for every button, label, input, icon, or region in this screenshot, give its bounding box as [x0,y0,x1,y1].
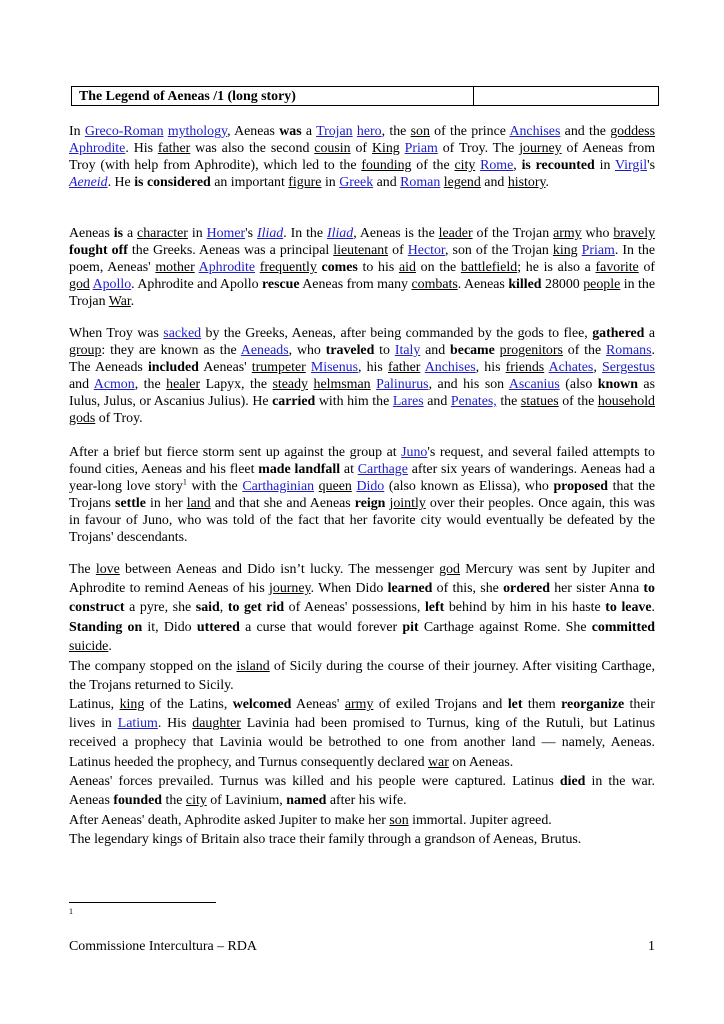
link-mythology[interactable]: mythology [167,124,228,139]
underlined-word: battlefield [460,260,518,275]
bold-text: founded [113,793,162,809]
text: and that she and Aeneas [210,496,355,511]
underlined-word: army [344,697,374,712]
bold-text: reorganize [561,697,625,712]
underlined-word: city [185,793,207,809]
bold-text: is recounted [521,158,595,173]
underlined-word: war [428,754,449,770]
paragraph-britain [69,830,655,849]
underlined-word: son [389,813,409,828]
underlined-word: founding [361,158,412,173]
text: . [130,294,135,309]
link-apollo[interactable]: Apollo [92,277,132,292]
text: a [301,124,317,139]
text: , his [475,360,506,375]
paragraph-sicily [69,657,655,695]
text: Aeneas [69,226,114,241]
underlined-word: son [410,124,430,139]
bold-text: committed [591,619,656,635]
text: who [581,226,614,241]
text: and the [560,124,611,139]
text: of the [558,394,598,409]
bold-text: reign [354,496,386,511]
link-penates[interactable]: Penates, [450,394,497,409]
text: . When Dido [310,581,388,597]
link-anchises[interactable]: Anchises [424,360,476,375]
text: behind by him in his haste [444,600,606,616]
link-palinurus[interactable]: Palinurus [376,377,429,392]
text: , son of the Trojan [445,243,553,258]
link-ascanius[interactable]: Ascanius [508,377,560,392]
underlined-word: friends [505,360,545,375]
text: of Aeneas' possessions, [284,600,425,616]
paragraph-latinus [69,695,655,772]
text: 28000 [541,277,584,292]
underlined-word: War [108,294,131,309]
text: 's request, and several failed attempts to found cities, Aeneas and his fleet [69,445,655,477]
text: of Aeneas from Troy (with help from Aphrodite), which led to the [69,141,655,173]
bold-text: rescue [262,277,300,292]
paragraph-intro [69,123,655,191]
underlined-word: bravely [613,226,656,241]
text: of Lavinium, [206,793,287,809]
text: When Troy was [69,326,164,341]
link-latium[interactable]: Latium [117,716,158,732]
bold-text: comes [321,260,358,275]
underlined-word: favorite [595,260,639,275]
footnote-separator [69,902,216,903]
text: a [644,326,655,341]
underlined-word: statues [520,394,559,409]
paragraph-carthage [69,444,655,546]
underlined-word: king [552,243,578,258]
text: 's [647,158,655,173]
link-hector[interactable]: Hector [407,243,446,258]
underlined-word: father [387,360,421,375]
bold-text: to leave [605,600,652,616]
bold-text: to get rid [227,600,285,616]
bold-text: fought off [69,243,128,258]
underlined-word: group [69,343,102,358]
text: of [350,141,372,156]
text: . [545,175,550,190]
link-aphrodite[interactable]: Aphrodite [198,260,255,275]
text: to his [357,260,399,275]
text: of Troy. The [437,141,520,156]
underlined-word: city [454,158,476,173]
link-lares[interactable]: Lares [392,394,424,409]
link-virgil[interactable]: Virgil [614,158,648,173]
text: Carthage against Rome. She [418,619,592,635]
link-juno[interactable]: Juno [401,445,428,460]
text: them [522,697,562,712]
text: on the [415,260,461,275]
underlined-word: lieutenant [333,243,389,258]
text: over their peoples. Once again, this was in favour of Juno, who was told of the fact that her favorite city would eventually be defeated by the Trojans' descendants. [69,496,655,545]
bold-text: died [559,774,586,789]
text: , [593,360,602,375]
bold-text: made landfall [258,462,341,477]
text: Aeneas' [198,360,252,375]
text: to [374,343,395,358]
text: , [219,600,228,616]
bold-text: traveled [325,343,375,358]
text: . [108,638,112,654]
link-trojan[interactable]: Trojan [316,124,353,139]
link-aeneads[interactable]: Aeneads [240,343,289,358]
bold-text: known [597,377,638,392]
footnote-marker[interactable]: 1 [182,477,187,487]
link-priam[interactable]: Priam [404,141,438,156]
page-number: 1 [648,939,655,954]
text: between Aeneas and Dido isn’t lucky. The messenger [119,562,440,577]
paragraph-dido [69,560,655,656]
text: of the [411,158,455,173]
underlined-word: land [186,496,211,511]
paragraph-lavinium [69,772,655,810]
link-aeneid[interactable]: Aeneid [69,175,108,190]
link-iliad[interactable]: Iliad [326,226,354,241]
text: . Aphrodite and Apollo [131,277,262,292]
underlined-word: frequently [259,260,317,275]
link-greek[interactable]: Greek [339,175,374,190]
underlined-word: leader [438,226,473,241]
link-sergestus[interactable]: Sergestus [601,360,655,375]
link-aphrodite[interactable]: Aphrodite [69,141,126,156]
text: and [420,343,451,358]
text: . In the poem, Aeneas' [69,243,655,275]
bold-text: to construct [69,581,655,616]
link-carthaginian[interactable]: Carthaginian [242,479,315,494]
link-hero[interactable]: hero [356,124,382,139]
footer-label: Commissione Intercultura – RDA [69,939,257,954]
text: and [69,377,94,392]
bold-text: left [424,600,445,616]
text: her sister Anna [549,581,644,597]
text: with the [186,479,243,494]
text: the [496,394,521,409]
underlined-word: aid [398,260,416,275]
title-table [71,86,659,106]
underlined-word: helmsman [313,377,371,392]
text: in [321,175,340,190]
text: The legendary kings of Britain also trace their family through a grandson of Aeneas, Brutus. [69,832,582,847]
text: the Greeks. Aeneas was a principal [127,243,334,258]
paragraph-aeneads [69,325,655,427]
text: . Aeneas [457,277,509,292]
bold-text: included [147,360,199,375]
bold-text: is [113,226,124,241]
link-misenus[interactable]: Misenus [310,360,358,375]
bold-text: said [195,600,220,616]
text: Aeneas' [291,697,345,712]
text: , the [134,377,167,392]
text: . His [125,141,158,156]
text: . The Aeneads [69,343,656,375]
text: Lapyx, the [200,377,273,392]
text: , Aeneas [227,124,280,139]
text: that the Trojans [69,479,655,511]
underlined-word: jointly [389,496,426,511]
link-dido[interactable]: Dido [356,479,385,494]
underlined-word: healer [166,377,201,392]
underlined-word: father [157,141,191,156]
bold-text: pit [402,619,419,635]
bold-text: gathered [592,326,645,341]
bold-text: ordered [503,581,550,597]
paragraph-iliad [69,225,655,310]
paragraph-death [69,811,655,830]
link-rome[interactable]: Rome [480,158,514,173]
underlined-word: mother [155,260,195,275]
underlined-word: character [137,226,188,241]
text: . He [107,175,135,190]
text: with him the [315,394,393,409]
text: and [373,175,401,190]
text: . [651,600,656,616]
link-iliad[interactable]: Iliad [256,226,284,241]
footnote-number: 1 [69,907,73,916]
text: of [638,260,656,275]
underlined-word: love [95,562,120,577]
text: (also known as Elissa), who [384,479,554,494]
bold-text: proposed [553,479,608,494]
underlined-word: household gods [69,394,655,426]
text: Latinus, [69,697,120,712]
bold-text: was [279,124,302,139]
text: , his [358,360,388,375]
text: Aeneas' forces prevailed. Turnus was killed and his people were captured. Latinus [69,774,560,789]
text: after his wife. [326,793,407,809]
text: of [388,243,408,258]
text: of this, she [432,581,504,597]
underlined-word: journey [269,581,311,597]
underlined-word: trumpeter [251,360,306,375]
text: in the Trojan [69,277,655,309]
text: a curse that would forever [239,619,403,635]
text: a pyre, she [124,600,196,616]
text: of exiled Trojans and [373,697,508,712]
underlined-word: people [583,277,621,292]
text: , and his son [428,377,509,392]
bold-text: uttered [196,619,240,635]
text: (also [559,377,598,392]
underlined-word: god [69,277,90,292]
link-achates[interactable]: Achates [548,360,594,375]
text: in [187,226,207,241]
underlined-word: legend [443,175,481,190]
document-title: The Legend of Aeneas /1 (long story) [72,87,474,105]
text: , the [381,124,411,139]
text: was also the second [190,141,315,156]
link-roman[interactable]: Roman [400,175,441,190]
text: Lavinia had been promised to Turnus, king of the Rutuli, but Latinus received a prophecy that Lavinia would be betrothed to one from another land — namely, Aeneas. Latinus heeded the prophecy, and Turnus consequently declared [69,716,655,770]
text: it, Dido [142,619,197,635]
underlined-word: King [371,141,400,156]
underlined-word: combats [411,277,458,292]
underlined-word: god [439,562,460,577]
underlined-word: army [553,226,582,241]
bold-text: Standing on [69,619,143,635]
bold-text: is considered [134,175,211,190]
bold-text: carried [272,394,316,409]
text: of the Latins, [144,697,233,712]
bold-text: let [507,697,523,712]
text: . In the [283,226,327,241]
underlined-word: queen [318,479,352,494]
text: in her [145,496,187,511]
text: of Sicily during the course of their journey. After visiting Carthage, the Trojans returned to Sicily. [69,659,656,694]
link-carthage[interactable]: Carthage [357,462,408,477]
underlined-word: journey [519,141,562,156]
bold-text: settle [115,496,146,511]
text: at [340,462,358,477]
text: After a brief but fierce storm sent up against the group at [69,445,402,460]
text: After Aeneas' death, Aphrodite asked Jupiter to make her [69,813,390,828]
bold-text: became [450,343,495,358]
text: after six years of wanderings. Aeneas had a year-long love story [69,462,655,494]
text: in the war. Aeneas [69,774,655,809]
text: of Troy. [95,411,143,426]
underlined-word: daughter [192,716,241,732]
bold-text: named [286,793,327,809]
link-acmon[interactable]: Acmon [93,377,135,392]
link-romans[interactable]: Romans [606,343,652,358]
text: their lives in [69,697,655,732]
text: 's [245,226,257,241]
underlined-word: cousin [314,141,351,156]
text: ; he is also a [517,260,596,275]
text: and [480,175,508,190]
underlined-word: progenitors [499,343,563,358]
text: of the prince [429,124,510,139]
link-greco-roman[interactable]: Greco-Roman [84,124,164,139]
text: , Aeneas is the [353,226,439,241]
text: a [123,226,138,241]
text: by the Greeks, Aeneas, after being commanded by the gods to flee, [201,326,593,341]
link-priam[interactable]: Priam [581,243,615,258]
bold-text: learned [387,581,433,597]
underlined-word: island [236,659,270,674]
text: of the Trojan [472,226,554,241]
link-sacked[interactable]: sacked [163,326,202,341]
text: of the [562,343,606,358]
text: . His [157,716,193,732]
text: and [423,394,451,409]
underlined-word: king [119,697,145,712]
underlined-word: suicide [69,638,109,654]
text: Aeneas from many [299,277,412,292]
link-homer[interactable]: Homer [206,226,246,241]
text: Mercury was sent by Jupiter and Aphrodite to remind Aeneas of his [69,562,656,597]
text: immortal. Jupiter agreed. [408,813,552,828]
text: the [162,793,186,809]
title-table-empty-cell [474,87,658,105]
underlined-word: goddess [610,124,655,139]
underlined-word: history [507,175,546,190]
text: , who [288,343,326,358]
text: The company stopped on the [69,659,237,674]
text: , [513,158,522,173]
text: The [69,562,96,577]
text: an important [210,175,289,190]
underlined-word: figure [288,175,322,190]
underlined-word: steady [272,377,308,392]
text: in [594,158,615,173]
bold-text: killed [508,277,542,292]
text: on Aeneas. [448,754,514,770]
link-italy[interactable]: Italy [394,343,421,358]
bold-text: welcomed [232,697,292,712]
link-anchises[interactable]: Anchises [509,124,561,139]
text: as Iulus, Julus, or Ascanius Julius). He [69,377,656,409]
text: In [69,124,85,139]
text: : they are known as the [101,343,241,358]
